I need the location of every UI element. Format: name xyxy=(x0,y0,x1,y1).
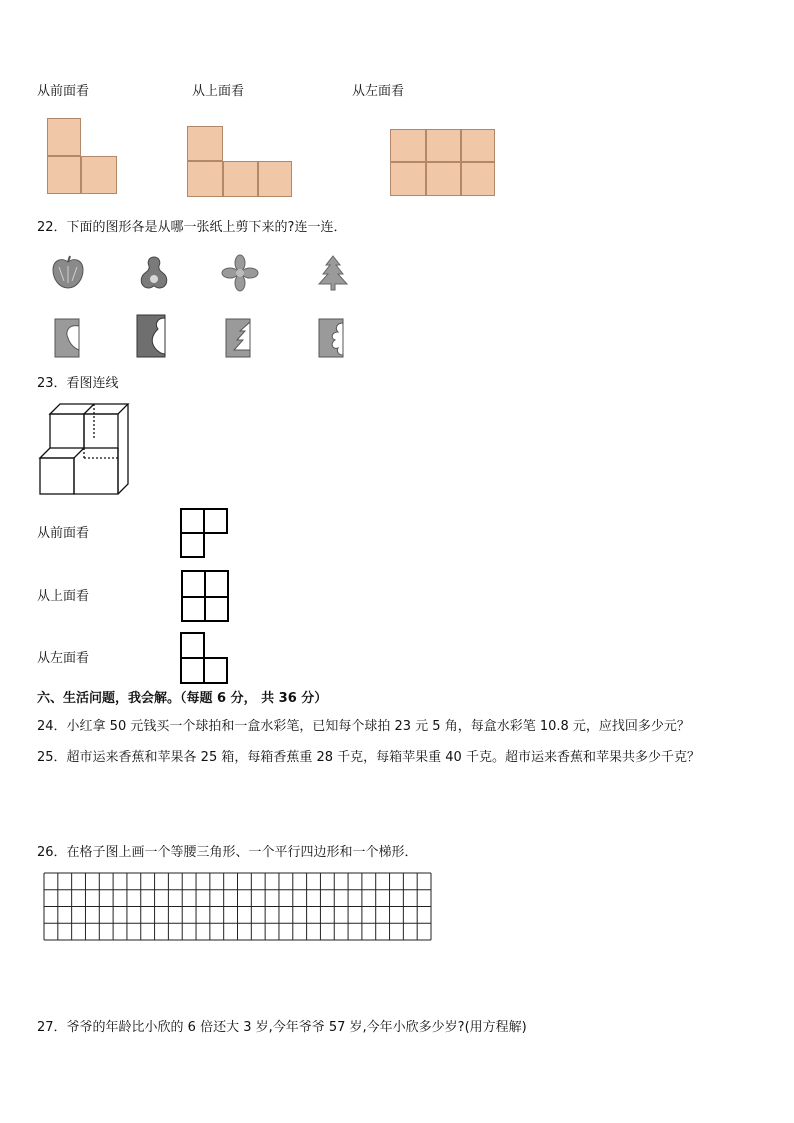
section-6-title: 六、生活问题，我会解。（每题 6 分， 共 36 分） xyxy=(37,691,328,706)
q23-top-view-label: 从上面看 xyxy=(37,589,90,604)
q23-left-view-diagram xyxy=(180,632,228,684)
q26-grid-paper[interactable] xyxy=(44,873,432,941)
q23-front-view-diagram xyxy=(180,508,228,558)
q21-left-view-label: 从左面看 xyxy=(352,84,405,99)
q25-text: 25．超市运来香蕉和苹果各 25 箱，每箱香蕉重 28 千克，每箱苹果重 40 千克。超市运来香蕉和苹果共多少千克？ xyxy=(37,750,700,765)
cube xyxy=(81,156,117,194)
cube xyxy=(47,118,81,156)
gourd-cutout-icon xyxy=(137,255,171,291)
grid-line xyxy=(204,572,206,620)
q23-cube-stack-figure xyxy=(38,402,130,498)
left-view-lines xyxy=(180,632,228,684)
q21-front-view-label: 从前面看 xyxy=(37,84,90,99)
cube xyxy=(187,126,223,161)
cube xyxy=(461,162,495,196)
flower-cutout-icon xyxy=(222,255,258,291)
q22-question: 22．下面的图形各是从哪一张纸上剪下来的?连一连． xyxy=(37,220,347,235)
paper-flower-half-icon xyxy=(318,318,344,358)
cube xyxy=(390,162,426,196)
tree-cutout-icon xyxy=(316,255,350,291)
cube xyxy=(47,156,81,194)
q23-top-view-diagram xyxy=(181,570,229,622)
cube xyxy=(390,129,426,162)
cube xyxy=(461,129,495,162)
q26-text: 26．在格子图上画一个等腰三角形、一个平行四边形和一个梯形． xyxy=(37,845,418,860)
paper-tree-half-icon xyxy=(225,318,251,358)
q23-question: 23．看图连线 xyxy=(37,376,119,391)
cube xyxy=(187,161,223,197)
q21-top-view-label: 从上面看 xyxy=(192,84,245,99)
cube xyxy=(426,162,461,196)
paper-apple-half-icon xyxy=(54,318,80,358)
cube xyxy=(258,161,292,197)
paper-gourd-half-icon xyxy=(136,314,166,358)
cube xyxy=(426,129,461,162)
front-view-lines xyxy=(180,508,228,558)
q24-text: 24．小红拿 50 元钱买一个球拍和一盒水彩笔，已知每个球拍 23 元 5 角，每盒水彩笔 10.8 元，应找回多少元？ xyxy=(37,719,690,734)
apple-cutout-icon xyxy=(50,255,86,291)
q23-left-view-label: 从左面看 xyxy=(37,651,90,666)
cube xyxy=(223,161,258,197)
q23-front-view-label: 从前面看 xyxy=(37,526,90,541)
q27-text: 27．爷爷的年龄比小欣的 6 倍还大 3 岁,今年爷爷 57 岁,今年小欣多少岁?(用方程解) xyxy=(37,1020,527,1035)
